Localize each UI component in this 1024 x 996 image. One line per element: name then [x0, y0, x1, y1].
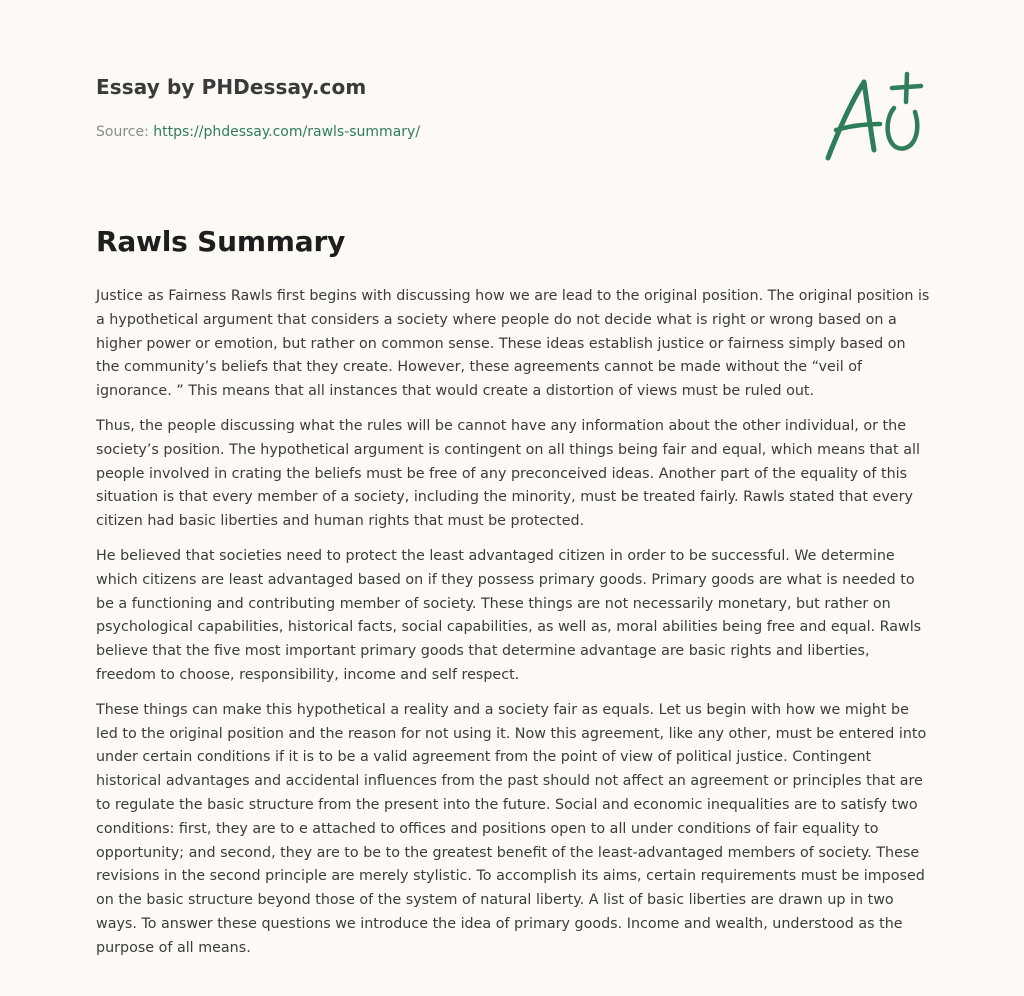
- essay-paragraph: Thus, the people discussing what the rules will be cannot have any information about the other individual, or the society’s position. The hypothetical argument is contingent on all things being fair and equal, which means that all people involved in crating the beliefs must be free of any preconceived ideas. Another part of the equality of this situation is that every member of a society, including the minority, must be treated fairly. Rawls stated that every citizen had basic liberties and human rights that must be protected.: [96, 417, 920, 530]
- site-brand: Essay by PHDessay.com: [96, 75, 367, 99]
- essay-paragraph: He believed that societies need to protect the least advantaged citizen in order to be successful. We determine which citizens are least advantaged based on if they possess primary goods. Primary goods are what is needed to be a functioning and contributing member of society. These things are not necessarily monetary, but rather on psychological capabilities, historical facts, social capabilities, as well as, moral abilities being free and equal. Rawls believe that the five most important primary goods that determine advantage are basic rights and liberties, freedom to choose, responsibility, income and self respect.: [96, 547, 922, 683]
- essay-paragraph: These things can make this hypothetical a reality and a society fair as equals. Let us begin with how we might be led to the original position and the reason for not using it. Now this agreement, like any other, must be entered into under certain conditions if it is to be a valid agreement from the point of view of political justice. Contingent historical advantages and accidental influences from the past should not affect an agreement or principles that are to regulate the basic structure from the present into the future. Social and economic inequalities are to satisfy two conditions: first, they are to e attached to offices and positions open to all under conditions of fair equality to opportunity; and second, they are to be to the greatest benefit of the least-advantaged members of society. These revisions in the second principle are merely stylistic. To accomplish its aims, certain requirements must be imposed on the basic structure beyond those of the system of natural liberty. A list of basic liberties are drawn up in two ways. To answer these questions we introduce the idea of primary goods. Income and wealth, understood as the purpose of all means.: [96, 701, 927, 956]
- essay-body: [96, 285, 930, 972]
- source-label: Source:: [96, 124, 149, 140]
- a-plus-grade-icon: [824, 68, 924, 164]
- essay-title: Rawls Summary: [96, 225, 346, 258]
- source-link[interactable]: https://phdessay.com/rawls-summary/: [153, 124, 421, 140]
- source-line: [96, 124, 420, 140]
- essay-paragraph: Justice as Fairness Rawls first begins with discussing how we are lead to the original position. The original position is a hypothetical argument that considers a society where people do not decide what is right or wrong based on a higher power or emotion, but rather on common sense. These ideas establish justice or fairness simply based on the community’s beliefs that they create. However, these agreements cannot be made without the “veil of ignorance. ” This means that all instances that would create a distortion of views must be ruled out.: [96, 288, 930, 400]
